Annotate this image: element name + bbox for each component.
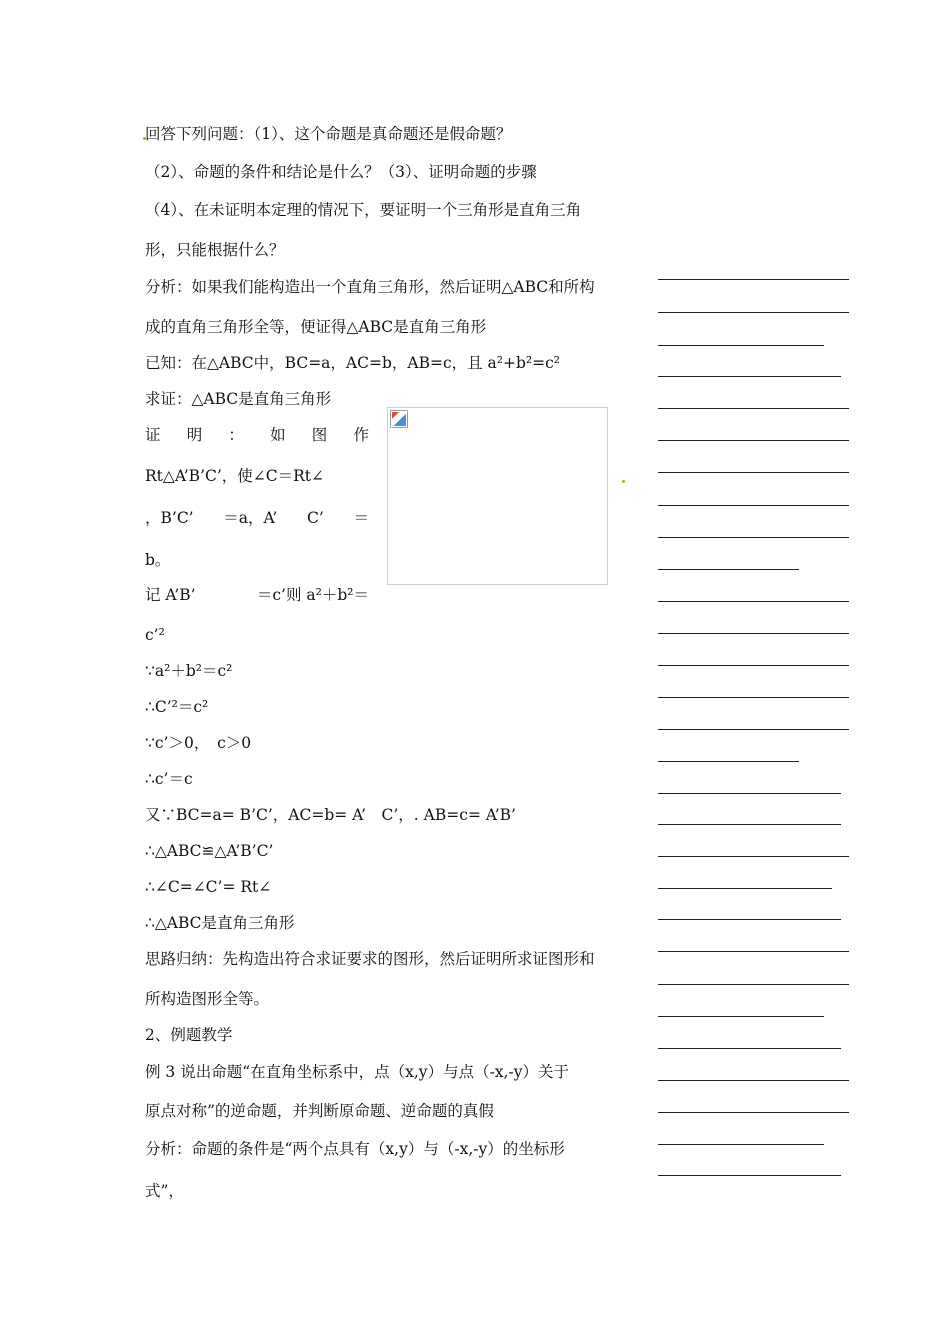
example-line4: 式”， — [145, 1182, 184, 1200]
proof-fragment: C’ — [307, 509, 324, 527]
note-line — [658, 919, 841, 920]
broken-image-icon — [390, 410, 408, 428]
note-line — [658, 1080, 849, 1081]
note-line — [658, 279, 849, 280]
note-line — [658, 472, 849, 473]
analysis-line1: 分析：如果我们能构造出一个直角三角形，然后证明△ABC和所构 — [145, 278, 595, 296]
note-line — [658, 376, 841, 377]
proof-word: 图 — [311, 426, 328, 444]
note-line — [658, 793, 841, 794]
note-line — [658, 569, 799, 570]
proof-fragment: ＝c’则 a²＋b²＝ — [256, 586, 369, 604]
proof-line8: ∴C’²＝c² — [145, 698, 209, 716]
proof-fragment: 记 A’B’ — [145, 586, 196, 604]
proof-line13: ∴∠C=∠C’= Rt∠ — [145, 878, 272, 896]
given-statement: 已知：在△ABC中，BC=a，AC=b，AB=c，且 a²+b²=c² — [145, 354, 561, 372]
example-line1: 例 3 说出命题“在直角坐标系中，点（x,y）与点（-x,-y）关于 — [145, 1063, 569, 1081]
note-line — [658, 761, 799, 762]
proof-line1 — [145, 425, 369, 445]
note-line — [658, 1144, 824, 1145]
question-2-3: （2）、命题的条件和结论是什么？（3）、证明命题的步骤 — [145, 163, 537, 181]
proof-word: 如 — [270, 426, 286, 444]
note-line — [658, 1016, 824, 1017]
note-line — [658, 984, 849, 985]
note-line — [658, 537, 849, 538]
example-line2: 原点对称”的逆命题，并判断原命题、逆命题的真假 — [145, 1102, 494, 1120]
note-line — [658, 408, 849, 409]
stray-dot — [622, 480, 625, 483]
question-4-line1: （4）、在未证明本定理的情况下，要证明一个三角形是直角三角 — [145, 201, 582, 219]
proof-line3 — [145, 508, 369, 528]
note-line — [658, 1048, 841, 1049]
proof-line4: b。 — [145, 551, 171, 569]
proof-word: 证 — [145, 426, 161, 444]
prove-statement: 求证：△ABC是直角三角形 — [145, 390, 332, 408]
note-line — [658, 601, 849, 602]
analysis-line2: 成的直角三角形全等，便证得△ABC是直角三角形 — [145, 318, 487, 336]
proof-fragment: ＝ — [353, 509, 369, 527]
proof-fragment: ，B’C’ — [145, 509, 194, 527]
figure-placeholder — [387, 407, 608, 585]
note-line — [658, 312, 849, 313]
note-line — [658, 824, 841, 825]
proof-word: 作 — [353, 426, 369, 444]
note-line — [658, 1112, 849, 1113]
note-line — [658, 729, 849, 730]
question-4-line2: 形，只能根据什么？ — [145, 241, 285, 259]
proof-line2: Rt△A’B’C’，使∠C＝Rt∠ — [145, 467, 324, 485]
note-line — [658, 633, 849, 634]
proof-line11: 又∵BC=a= B’C’，AC=b= A’ C’，. AB=c= A’B’ — [145, 806, 516, 824]
proof-word: 明 — [186, 426, 203, 444]
question-1: 回答下列问题：（1）、这个命题是真命题还是假命题？ — [145, 125, 512, 143]
note-line — [658, 440, 849, 441]
proof-word: ： — [228, 426, 244, 444]
note-line — [658, 505, 849, 506]
note-line — [658, 665, 849, 666]
note-line — [658, 856, 849, 857]
note-line — [658, 697, 849, 698]
summary-line1: 思路归纳：先构造出符合求证要求的图形，然后证明所求证图形和 — [145, 950, 595, 968]
proof-line14: ∴△ABC是直角三角形 — [145, 914, 295, 932]
proof-fragment: ＝a，A’ — [223, 509, 278, 527]
note-line — [658, 345, 824, 346]
note-line — [658, 888, 832, 889]
proof-line5 — [145, 585, 369, 605]
proof-line6: c’² — [145, 626, 165, 644]
note-line — [658, 1175, 841, 1176]
example-heading: 2、例题教学 — [145, 1026, 233, 1044]
proof-line9: ∵c’＞0， c＞0 — [145, 734, 252, 752]
example-line3: 分析：命题的条件是“两个点具有（x,y）与（-x,-y）的坐标形 — [145, 1140, 565, 1158]
note-line — [658, 951, 849, 952]
proof-line7: ∵a²＋b²＝c² — [145, 662, 233, 680]
summary-line2: 所构造图形全等。 — [145, 990, 270, 1008]
proof-line12: ∴△ABC≌△A’B’C’ — [145, 842, 274, 860]
proof-line10: ∴c’＝c — [145, 770, 193, 788]
